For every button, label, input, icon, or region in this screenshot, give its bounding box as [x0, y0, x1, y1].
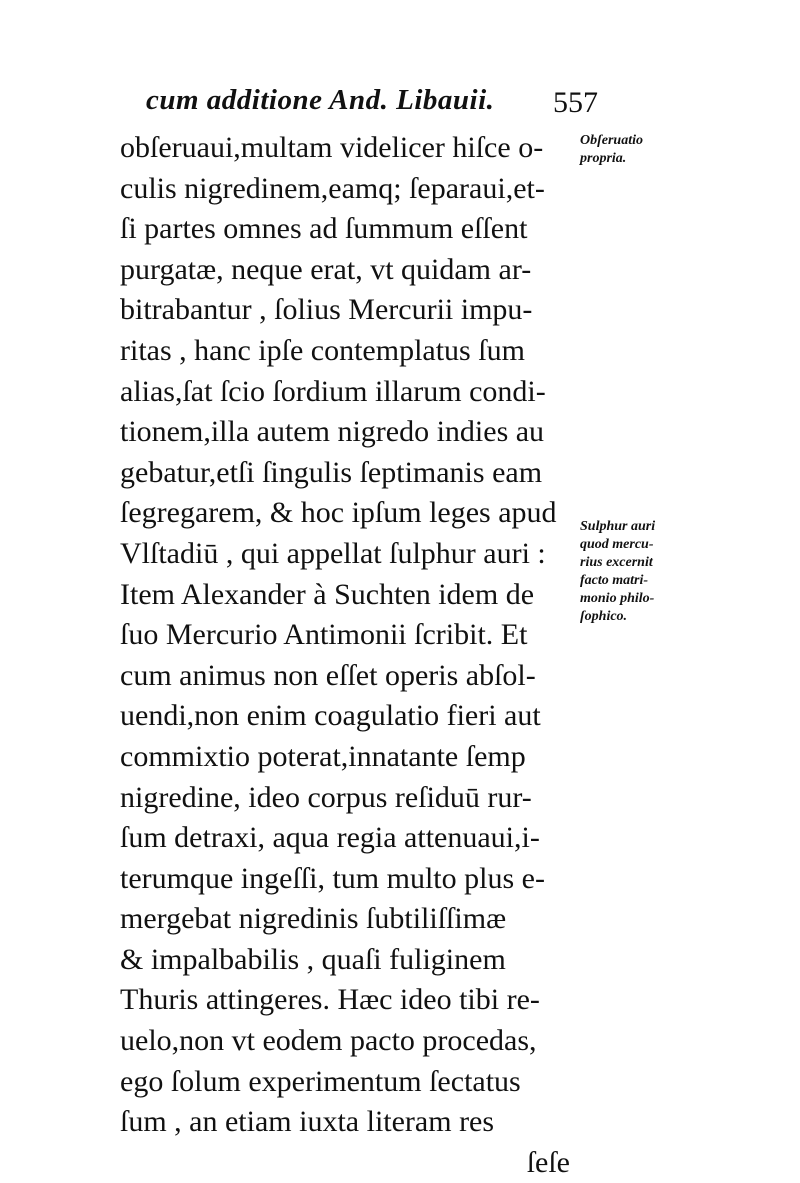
text-line: ſum , an etiam iuxta literam res	[120, 1105, 495, 1139]
text-line: uendi,non enim coagulatio fieri aut	[120, 699, 541, 733]
margin-note-sulphur	[580, 518, 655, 626]
main-text-block	[120, 128, 580, 1183]
text-line: ritas , hanc ipſe contemplatus ſum	[120, 333, 525, 367]
margin-note-line: monio philo-	[580, 591, 655, 606]
text-line: ſum detraxi, aqua regia attenuaui,i-	[120, 821, 540, 855]
text-line: cum animus non eſſet operis abſol-	[120, 658, 536, 692]
text-line: Vlſtadiū , qui appellat ſulphur auri :	[120, 536, 546, 570]
text-line: & impalbabilis , quaſi fuliginem	[120, 942, 506, 976]
margin-note-line: ſophico.	[580, 609, 628, 624]
text-line: ſuo Mercurio Antimonii ſcribit. Et	[120, 618, 528, 652]
text-line: mergebat nigredinis ſubtiliſſimæ	[120, 902, 507, 936]
text-line: culis nigredinem,eamq; ſeparaui,et-	[120, 171, 545, 205]
margin-note-line: facto matri-	[580, 573, 649, 588]
margin-note-line: Sulphur auri	[580, 519, 656, 534]
margin-note-line: Obſeruatio	[580, 133, 643, 148]
text-line: obſeruaui,multam videlicer hiſce o-	[120, 131, 544, 164]
running-head	[128, 84, 598, 124]
margin-note-observatio	[580, 132, 643, 168]
page-number: 557	[553, 86, 598, 119]
text-line: bitrabantur , ſolius Mercurii impu-	[120, 293, 533, 327]
text-line: ego ſolum experimentum ſectatus	[120, 1064, 521, 1098]
text-line: alias,ſat ſcio ſordium illarum condi-	[120, 374, 546, 408]
margin-note-line: quod mercu-	[580, 537, 654, 552]
text-line: purgatæ, neque erat, vt quidam ar-	[120, 252, 532, 286]
text-line: terumque ingeſſi, tum multo plus e-	[120, 861, 545, 895]
text-line: ſi partes omnes ad ſummum eſſent	[120, 212, 528, 246]
text-line: ſegregarem, & hoc ipſum leges apud	[120, 496, 557, 530]
text-line: Thuris attingeres. Hæc ideo tibi re-	[120, 983, 540, 1017]
catchword: ſeſe	[526, 1145, 570, 1179]
text-line: tionem,illa autem nigredo indies au	[120, 415, 545, 449]
margin-note-line: propria.	[580, 151, 627, 166]
margin-note-line: rius excernit	[580, 555, 653, 570]
text-line: gebatur,etſi ſingulis ſeptimanis eam	[120, 455, 543, 489]
running-title: cum additione And. Libauii.	[146, 84, 495, 116]
text-line: Item Alexander à Suchten idem de	[120, 577, 535, 611]
text-line: nigredine, ideo corpus reſiduū rur-	[120, 780, 532, 814]
text-line: commixtio poterat,innatante ſemp	[120, 739, 526, 773]
text-line: uelo,non vt eodem pacto procedas,	[120, 1024, 537, 1058]
